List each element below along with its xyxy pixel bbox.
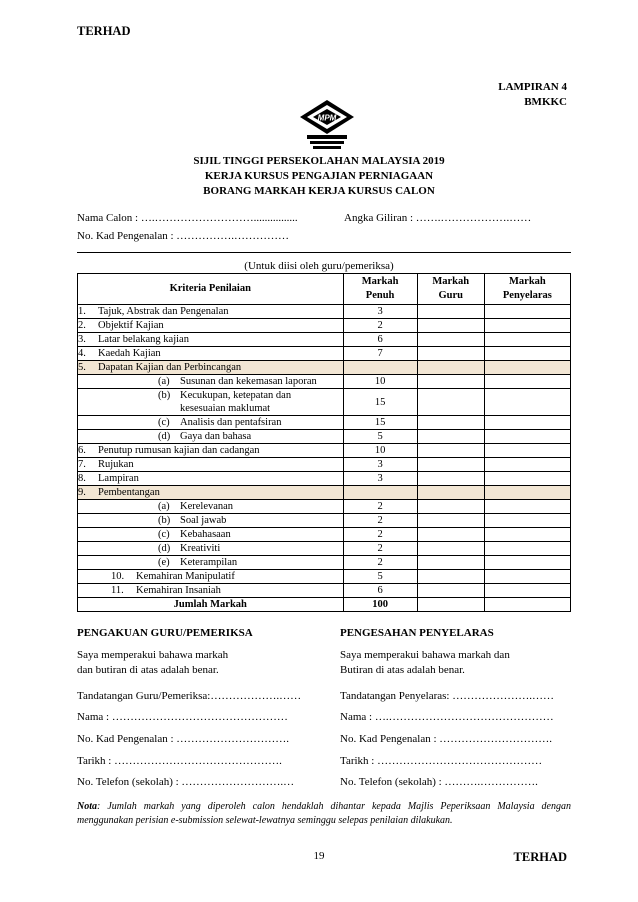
guru-mark-cell[interactable]	[417, 305, 484, 319]
guru-tarikh-field[interactable]: Tarikh : ……………………………………….	[77, 755, 282, 767]
nota-label: Nota	[77, 801, 97, 812]
guru-mark-cell[interactable]	[417, 514, 484, 528]
lampiran-block	[498, 80, 567, 110]
penyelaras-mark-cell[interactable]	[484, 570, 570, 584]
total-row	[78, 598, 571, 612]
guru-statement: Saya memperakui bahawa markah dan butiran di atas adalah benar.	[77, 649, 229, 676]
penyelaras-section-title: PENGESAHAN PENYELARAS	[340, 627, 494, 639]
form-titles	[0, 154, 638, 199]
penyelaras-nama-field[interactable]: Nama : ….………………………………………	[340, 711, 554, 723]
title-line-1: SIJIL TINGGI PERSEKOLAHAN MALAYSIA 2019	[193, 155, 445, 167]
table-row: 1. Tajuk, Abstrak dan Pengenalan 3	[78, 305, 571, 319]
table-row: (d) Kreativiti 2	[78, 542, 571, 556]
section-row: 5. Dapatan Kajian dan Perbincangan	[78, 361, 571, 375]
header-classification: TERHAD	[77, 24, 131, 38]
title-line-2: KERJA KURSUS PENGAJIAN PERNIAGAAN	[204, 170, 434, 182]
penyelaras-tarikh-field[interactable]: Tarikh : ………………………………………	[340, 755, 543, 767]
penyelaras-mark-cell[interactable]	[484, 584, 570, 598]
penyelaras-mark-cell[interactable]	[484, 319, 570, 333]
penyelaras-telefon-field[interactable]: No. Telefon (sekolah) : ……….…………….	[340, 776, 538, 788]
penyelaras-mark-cell[interactable]	[484, 500, 570, 514]
total-value: 100	[343, 598, 417, 612]
guru-mark-cell[interactable]	[417, 570, 484, 584]
form-code: BMKKC	[524, 96, 567, 108]
penyelaras-mark-cell[interactable]	[484, 389, 570, 416]
guru-mark-cell[interactable]	[417, 416, 484, 430]
penyelaras-statement: Saya memperakui bahawa markah dan Butiran di atas adalah benar.	[340, 649, 510, 676]
guru-telefon-field[interactable]: No. Telefon (sekolah) : ……………………….…	[77, 776, 295, 788]
penyelaras-mark-cell[interactable]	[484, 472, 570, 486]
table-caption: (Untuk diisi oleh guru/pemeriksa)	[244, 260, 394, 272]
penyelaras-mark-cell[interactable]	[484, 514, 570, 528]
marks-table	[77, 273, 571, 612]
table-row: (d) Gaya dan bahasa 5	[78, 430, 571, 444]
guru-mark-cell[interactable]	[417, 458, 484, 472]
table-row: (a) Susunan dan kekemasan laporan 10	[78, 375, 571, 389]
penyelaras-mark-cell[interactable]	[484, 305, 570, 319]
divider	[77, 252, 571, 253]
guru-mark-cell[interactable]	[417, 389, 484, 416]
header-markah-guru: Markah Guru	[417, 274, 484, 305]
lampiran-label: LAMPIRAN 4	[498, 81, 567, 93]
guru-signature-field[interactable]: Tandatangan Guru/Pemeriksa:……………….……	[77, 690, 302, 702]
guru-kad-field[interactable]: No. Kad Pengenalan : ………………………….	[77, 733, 290, 745]
guru-mark-cell[interactable]	[417, 444, 484, 458]
guru-mark-cell[interactable]	[417, 333, 484, 347]
penyelaras-mark-cell[interactable]	[484, 416, 570, 430]
table-row: (b) Kecukupan, ketepatan dan kesesuaian maklumat 15	[78, 389, 571, 416]
table-row: 8. Lampiran 3	[78, 472, 571, 486]
table-row: 2. Objektif Kajian 2	[78, 319, 571, 333]
penyelaras-signature-field[interactable]: Tandatangan Penyelaras: ………………….……	[340, 690, 554, 702]
guru-mark-cell[interactable]	[417, 528, 484, 542]
penyelaras-mark-cell[interactable]	[484, 375, 570, 389]
guru-mark-cell[interactable]	[417, 430, 484, 444]
title-line-3: BORANG MARKAH KERJA KURSUS CALON	[203, 185, 435, 197]
header-markah-penyelaras: Markah Penyelaras	[484, 274, 570, 305]
guru-nama-field[interactable]: Nama : …………………………………………	[77, 711, 288, 723]
table-row: 7. Rujukan 3	[78, 458, 571, 472]
guru-mark-cell[interactable]	[417, 472, 484, 486]
penyelaras-mark-cell[interactable]	[484, 542, 570, 556]
total-label: Jumlah Markah	[78, 598, 344, 612]
table-header-row	[78, 274, 571, 305]
table-row: (c) Kebahasaan 2	[78, 528, 571, 542]
mpm-logo-icon	[299, 99, 355, 151]
penyelaras-total-cell[interactable]	[484, 598, 570, 612]
penyelaras-mark-cell[interactable]	[484, 458, 570, 472]
table-row: (a) Kerelevanan 2	[78, 500, 571, 514]
guru-mark-cell[interactable]	[417, 375, 484, 389]
penyelaras-kad-field[interactable]: No. Kad Pengenalan : ………………………….	[340, 733, 553, 745]
table-row: (b) Soal jawab 2	[78, 514, 571, 528]
table-row: (c) Analisis dan pentafsiran 15	[78, 416, 571, 430]
table-row: 4. Kaedah Kajian 7	[78, 347, 571, 361]
kad-pengenalan-field[interactable]: No. Kad Pengenalan : …………….……………	[77, 230, 290, 242]
guru-total-cell[interactable]	[417, 598, 484, 612]
guru-section-title: PENGAKUAN GURU/PEMERIKSA	[77, 627, 253, 639]
nama-calon-field[interactable]: Nama Calon : ….………………………................	[77, 212, 298, 224]
guru-mark-cell[interactable]	[417, 319, 484, 333]
guru-mark-cell[interactable]	[417, 542, 484, 556]
guru-mark-cell[interactable]	[417, 347, 484, 361]
penyelaras-mark-cell[interactable]	[484, 430, 570, 444]
nota	[77, 800, 571, 828]
table-row: 10. Kemahiran Manipulatif 5	[78, 570, 571, 584]
guru-mark-cell[interactable]	[417, 556, 484, 570]
logo-text: MPM	[317, 113, 337, 123]
table-row: 6. Penutup rumusan kajian dan cadangan 10	[78, 444, 571, 458]
penyelaras-mark-cell[interactable]	[484, 347, 570, 361]
penyelaras-mark-cell[interactable]	[484, 528, 570, 542]
table-row: 3. Latar belakang kajian 6	[78, 333, 571, 347]
table-row: 11. Kemahiran Insaniah 6	[78, 584, 571, 598]
header-kriteria: Kriteria Penilaian	[78, 274, 344, 305]
guru-mark-cell[interactable]	[417, 584, 484, 598]
page-number: 19	[313, 850, 325, 862]
section-row: 9. Pembentangan	[78, 486, 571, 500]
penyelaras-mark-cell[interactable]	[484, 444, 570, 458]
guru-mark-cell[interactable]	[417, 500, 484, 514]
penyelaras-mark-cell[interactable]	[484, 556, 570, 570]
angka-giliran-field[interactable]: Angka Giliran : …….……………….……	[344, 212, 532, 224]
penyelaras-mark-cell[interactable]	[484, 333, 570, 347]
footer-classification: TERHAD	[513, 850, 567, 864]
header-markah-penuh: Markah Penuh	[343, 274, 417, 305]
table-row: (e) Keterampilan 2	[78, 556, 571, 570]
nota-text: : Jumlah markah yang diperoleh calon hendaklah dihantar kepada Majlis Peperiksaan Malaysia dengan menggunakan perisian e-submission selewat-lewatnya seminggu selepas penilaian dilakukan.	[77, 801, 571, 826]
